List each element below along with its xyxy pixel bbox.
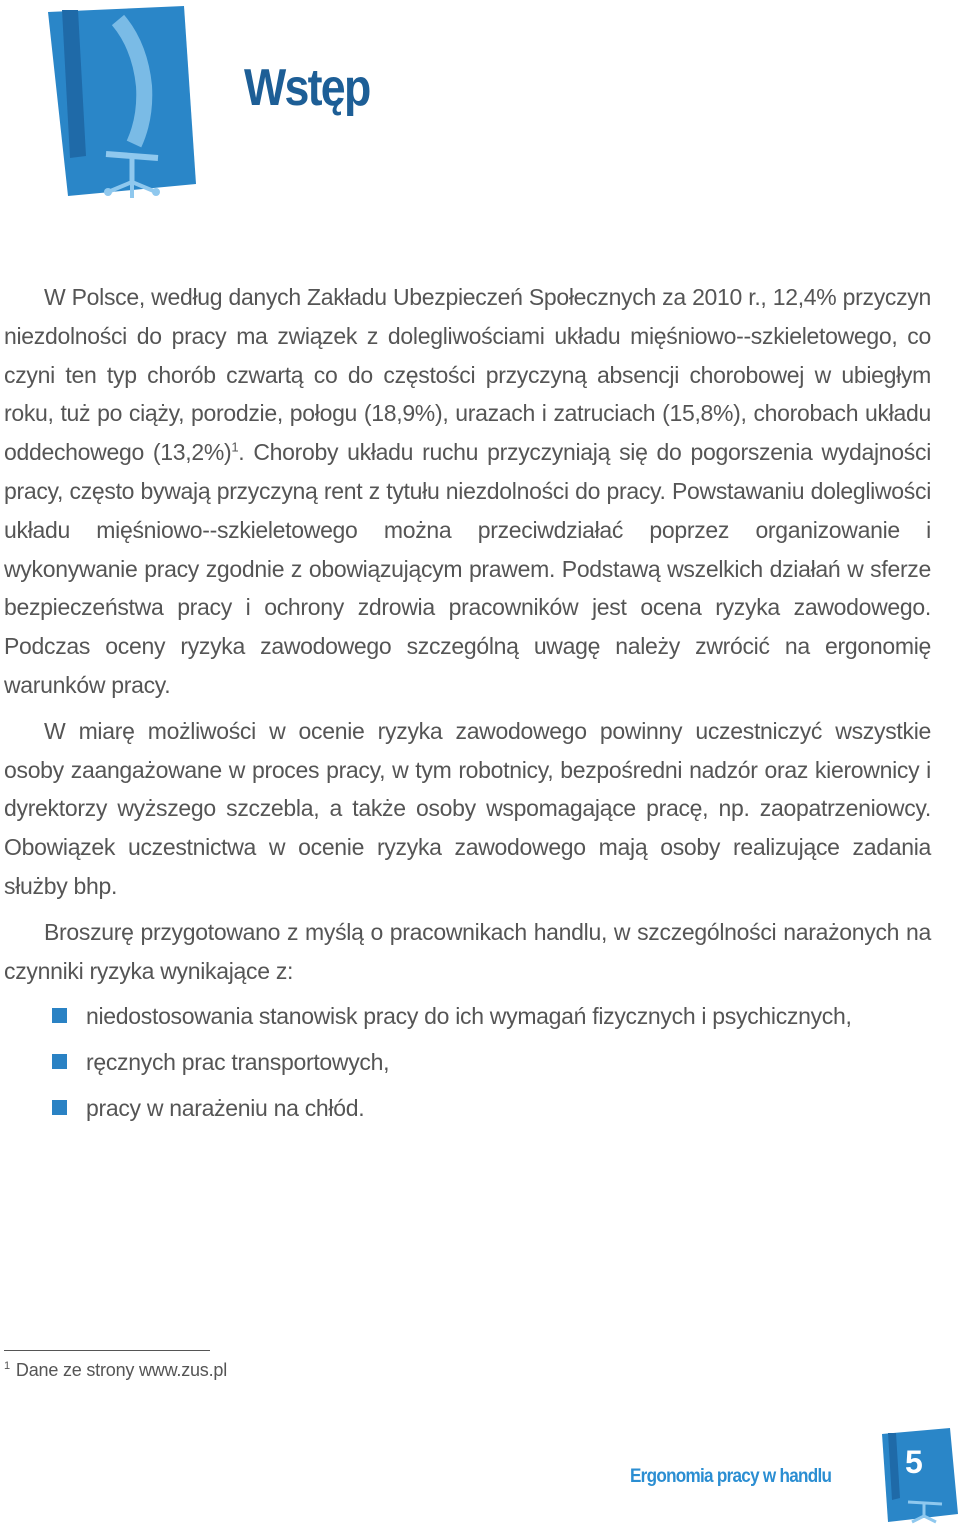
list-item <box>4 997 931 1036</box>
main-content <box>4 278 931 1135</box>
footnote-reference[interactable]: 1 <box>231 439 239 455</box>
list-item-text: niedostosowania stanowisk pracy do ich wymagań fizycznych i psychicznych, <box>86 1003 852 1030</box>
list-item <box>4 1089 931 1128</box>
footnote <box>4 1360 227 1381</box>
page-number: 5 <box>905 1444 923 1480</box>
square-bullet-icon <box>52 1054 67 1069</box>
list-item-text: ręcznych prac transportowych, <box>86 1049 390 1076</box>
paragraph-1 <box>4 278 931 705</box>
footnote-divider <box>4 1350 210 1351</box>
list-item-text: pracy w narażeniu na chłód. <box>86 1094 365 1121</box>
square-bullet-icon <box>52 1008 67 1023</box>
paragraph-1-text-a: W Polsce, według danych Zakładu Ubezpieczeń Społecznych za 2010 r., 12,4% przyczyn niezdolności do pracy ma związek z dolegliwościami układu mięśniowo--szkieletowego, co czyni ten typ chorób czwartą co do częstości przyczyną absencji chorobowej w ubiegłym roku, tuż po ciąży, porodzie, połogu (18,9%), urazach i zatruciach (15,8%), chorobach układu oddechowego (13,2%) <box>4 284 931 466</box>
chair-logo-icon <box>48 6 196 206</box>
footer-title: Ergonomia pracy w handlu <box>630 1466 832 1487</box>
paragraph-2: W miarę możliwości w ocenie ryzyka zawodowego powinny uczestniczyć wszystkie osoby zaangażowane w proces pracy, w tym robotnicy, bezpośredni nadzór oraz kierownicy i dyrektorzy wyższego szczebla, a także osoby wspomagające pracę, np. zaopatrzeniowcy. Obowiązek uczestnictwa w ocenie ryzyka zawodowego mają osoby realizujące zadania służby bhp. <box>4 717 931 899</box>
footnote-mark: 1 <box>4 1360 10 1372</box>
paragraph-3: Broszurę przygotowano z myślą o pracownikach handlu, w szczególności narażonych na czynniki ryzyka wynikające z: <box>4 918 931 984</box>
risk-factor-list <box>4 997 931 1127</box>
page-title: Wstęp <box>244 59 370 117</box>
paragraph-1-text-b: . Choroby układu ruchu przyczyniają się do pogorszenia wydajności pracy, często bywają przyczyną rent z tytułu niezdolności do pracy. Powstawaniu dolegliwości układu mięśniowo--szkieletowego można przeciwdziałać poprzez organizowanie i wykonywanie pracy zgodnie z obowiązującym prawem. Podstawą wszelkich działań w sferze bezpieczeństwa pracy i ochrony zdrowia pracowników jest ocena ryzyka zawodowego. Podczas oceny ryzyka zawodowego szczególną uwagę należy zwrócić na ergonomię warunków pracy. <box>4 439 931 698</box>
list-item <box>4 1043 931 1082</box>
square-bullet-icon <box>52 1100 67 1115</box>
footnote-text: Dane ze strony www.zus.pl <box>15 1360 228 1380</box>
